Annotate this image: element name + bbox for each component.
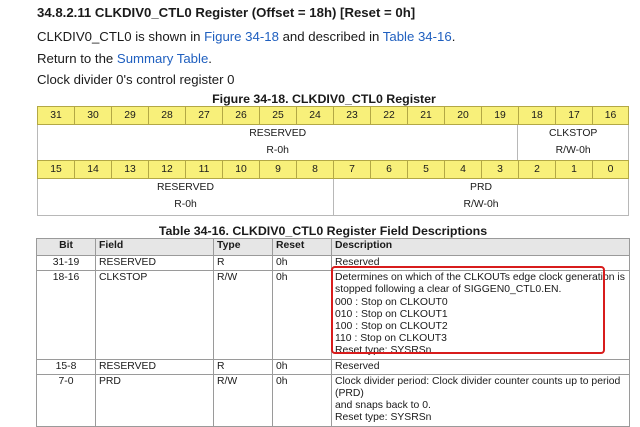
intro-prefix: CLKDIV0_CTL0 is shown in: [37, 29, 205, 44]
table-row: [37, 271, 630, 359]
table-header-row: [37, 239, 630, 256]
bit-number: 29: [111, 107, 148, 124]
bit-number: 5: [407, 161, 444, 178]
bit-number: 0: [592, 161, 629, 178]
header-field: Field: [96, 239, 214, 256]
bit-number: 24: [296, 107, 333, 124]
cell-description: [332, 359, 630, 374]
table-row: [37, 256, 630, 271]
cell-type: R: [214, 256, 273, 271]
bit-number: 1: [555, 161, 592, 178]
table-link[interactable]: Table 34-16: [382, 29, 452, 44]
cell-field: PRD: [96, 374, 214, 426]
cell-type: R: [214, 359, 273, 374]
bit-number: 2: [518, 161, 555, 178]
figure-title: Figure 34-18. CLKDIV0_CTL0 Register: [212, 92, 436, 106]
register-map-lower: [37, 160, 629, 216]
intro-middle: and described in: [278, 29, 383, 44]
description-line: Determines on which of the CLKOUTs edge clock generation is: [335, 272, 625, 284]
intro-suffix: .: [451, 29, 456, 44]
description-line: 000 : Stop on CLKOUT0: [335, 296, 448, 308]
bit-number: 18: [518, 107, 555, 124]
bit-number: 13: [111, 161, 148, 178]
header-reset: Reset: [273, 239, 332, 256]
bit-number: 21: [407, 107, 444, 124]
cell-description: [332, 374, 630, 426]
field-descriptions-table: [36, 238, 630, 427]
cell-field: CLKSTOP: [96, 271, 214, 359]
bit-number: 9: [259, 161, 296, 178]
field-access-prd: R/W-0h: [333, 196, 628, 215]
cell-description: [332, 256, 630, 271]
table-row: [37, 374, 630, 426]
description-line: Reset type: SYSRSn: [335, 412, 432, 424]
description-line: Clock divider period: Clock divider counter counts up to period (PRD): [335, 375, 621, 400]
return-prefix: Return to the: [37, 51, 117, 66]
field-name-row-upper: [37, 125, 629, 142]
bit-number: 25: [259, 107, 296, 124]
figure-link[interactable]: Figure 34-18: [204, 29, 279, 44]
field-name-reserved-upper: RESERVED: [249, 128, 307, 139]
description-line: 100 : Stop on CLKOUT2: [335, 321, 448, 333]
bit-number: 14: [74, 161, 111, 178]
bit-number: 10: [222, 161, 259, 178]
bit-number: 27: [185, 107, 222, 124]
section-heading: 34.8.2.11 CLKDIV0_CTL0 Register (Offset = 18h) [Reset = 0h]: [37, 5, 416, 20]
field-name-row-lower: [37, 179, 629, 196]
description-line: Reserved: [335, 257, 380, 268]
description-line: 010 : Stop on CLKOUT1: [335, 308, 448, 320]
field-access-reserved-lower: R-0h: [174, 199, 197, 210]
bit-number: 3: [481, 161, 518, 178]
cell-description: [332, 271, 630, 359]
register-summary: Clock divider 0's control register 0: [37, 72, 235, 87]
field-access-clkstop: R/W-0h: [517, 142, 628, 161]
header-description: Description: [332, 239, 630, 256]
bit-number: 23: [333, 107, 370, 124]
header-bit: Bit: [37, 239, 96, 256]
table-row: [37, 359, 630, 374]
cell-bit: 31-19: [37, 256, 96, 271]
description-line: and snaps back to 0.: [335, 400, 431, 412]
cell-reset: 0h: [273, 359, 332, 374]
cell-type: R/W: [214, 271, 273, 359]
cell-reset: 0h: [273, 271, 332, 359]
cell-bit: 15-8: [37, 359, 96, 374]
field-name-prd: PRD: [333, 179, 628, 196]
bit-number: 31: [37, 107, 74, 124]
summary-table-link[interactable]: Summary Table: [116, 51, 209, 66]
bit-number-row-upper: [37, 106, 629, 125]
bit-number: 6: [370, 161, 407, 178]
cell-reset: 0h: [273, 374, 332, 426]
description-line: 110 : Stop on CLKOUT3: [335, 333, 447, 345]
bit-number: 4: [444, 161, 481, 178]
return-suffix: .: [208, 51, 212, 66]
cell-field: RESERVED: [96, 359, 214, 374]
cell-bit: 7-0: [37, 374, 96, 426]
cell-field: RESERVED: [96, 256, 214, 271]
description-line: Reserved: [335, 360, 380, 372]
cell-type: R/W: [214, 374, 273, 426]
bit-number-row-lower: [37, 160, 629, 179]
field-access-row-upper: [37, 142, 629, 162]
register-map-upper: [37, 106, 629, 162]
table-title: Table 34-16. CLKDIV0_CTL0 Register Field Descriptions: [158, 224, 488, 238]
description-line: stopped following a clear of SIGGEN0_CTL0.EN.: [335, 284, 562, 296]
header-type: Type: [214, 239, 273, 256]
description-line: Reset type: SYSRSn: [335, 345, 432, 357]
field-name-reserved-lower: RESERVED: [157, 182, 214, 193]
bit-number: 17: [555, 107, 592, 124]
bit-number: 30: [74, 107, 111, 124]
bit-number: 15: [37, 161, 74, 178]
bit-number: 22: [370, 107, 407, 124]
bit-number: 11: [185, 161, 222, 178]
bit-number: 28: [148, 107, 185, 124]
bit-number: 19: [481, 107, 518, 124]
bit-number: 16: [592, 107, 629, 124]
intro-paragraph: [37, 29, 455, 44]
cell-bit: 18-16: [37, 271, 96, 359]
field-access-row-lower: [37, 196, 629, 216]
return-paragraph: [37, 51, 212, 66]
bit-number: 7: [333, 161, 370, 178]
bit-number: 20: [444, 107, 481, 124]
bit-number: 12: [148, 161, 185, 178]
bit-number: 8: [296, 161, 333, 178]
field-name-clkstop: CLKSTOP: [517, 125, 628, 142]
field-access-reserved-upper: R-0h: [266, 145, 289, 156]
bit-number: 26: [222, 107, 259, 124]
cell-reset: 0h: [273, 256, 332, 271]
